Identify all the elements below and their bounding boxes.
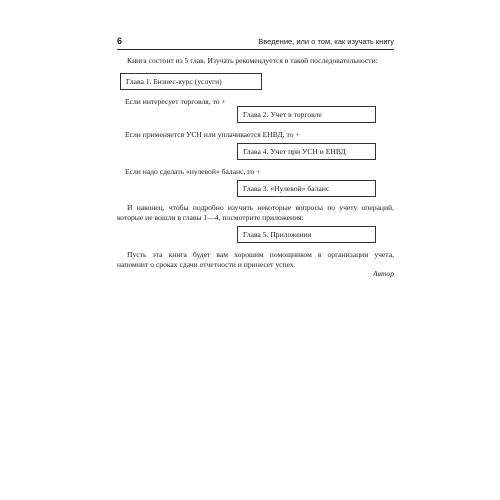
chapter-1-box: Глава 1. Бизнес-курс (услуги) (120, 73, 262, 90)
closing-line-1: Пусть эта книга будет вам хорошим помощником в организации учета, (127, 250, 394, 259)
closing-paragraph (117, 250, 394, 270)
condition-zero: Если надо сделать «нулевой» баланс, то + (125, 167, 261, 176)
chapter-4-box: Глава 4. Учет при УСН и ЕНВД (237, 143, 376, 160)
finally-line-1: И наконец, чтобы подробно изучить некоторые вопросы по учету операций, (127, 203, 394, 212)
author-signature: Автор (372, 269, 394, 278)
chapter-2-box: Глава 2. Учет в торговле (237, 106, 376, 123)
closing-line-2: напомнит о сроках сдачи отчетности и принесет успех. (117, 260, 296, 269)
finally-line-2: которые не вошли в главы 1—4, посмотрите приложения: (117, 213, 304, 222)
running-head (117, 37, 394, 50)
condition-trade: Если интересует торговля, то + (125, 97, 226, 106)
intro-text: Книга состоит из 5 глав. Изучать рекомендуется в такой последовательности: (127, 56, 378, 65)
chapter-3-box: Глава 3. «Нулевой» баланс (237, 180, 376, 197)
running-title: Введение, или о том, как изучать книгу (258, 37, 394, 46)
condition-usn: Если применяется УСН или уплачивается ЕНВД, то + (125, 130, 300, 139)
finally-paragraph (117, 203, 394, 223)
page-number: 6 (117, 36, 123, 46)
chapter-5-box: Глава 5. Приложения (237, 226, 376, 243)
